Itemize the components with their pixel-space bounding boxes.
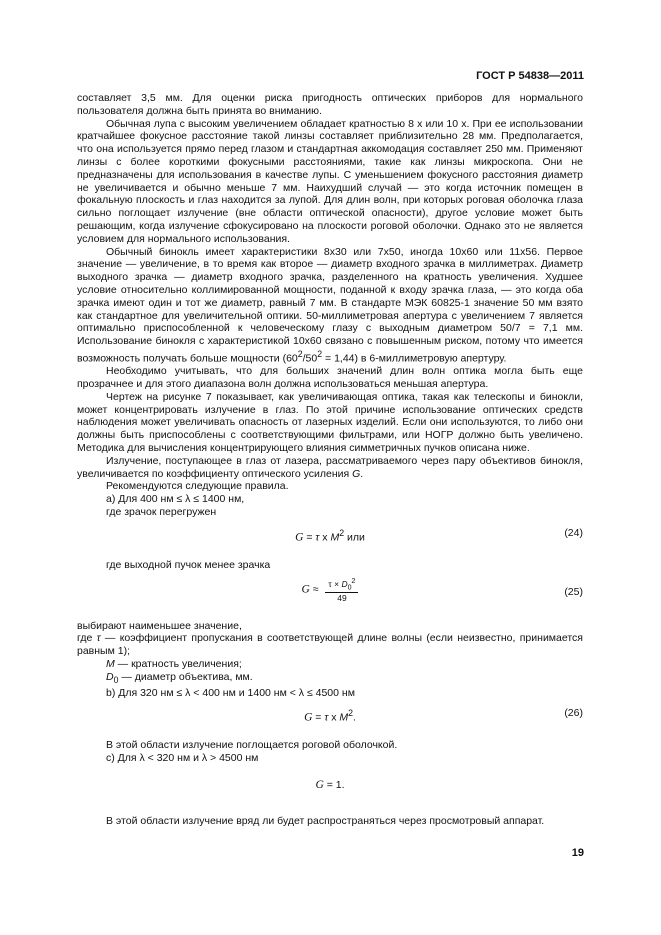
document-code-header: ГОСТ Р 54838—2011 <box>476 70 584 82</box>
tau-definition: где τ — коэффициент пропускания в соответствующей длине волны (если неизвестно, принимается равным 1); <box>77 632 583 658</box>
case-c: с) Для λ < 320 нм и λ > 4500 нм <box>106 752 259 765</box>
paragraph: составляет 3,5 мм. Для оценки риска пригодность оптических приборов для нормального пользователя должна быть принята во вниманию. <box>77 92 583 117</box>
paragraph: Необходимо учитывать, что для больших значений длин волн оптика могла быть еще прозрачнее и для этого диапазона волн должна использоваться меньшая апертура. <box>77 365 583 391</box>
equation-number: (26) <box>564 707 583 720</box>
after-eq25: выбирают наименьшее значение, <box>77 619 242 632</box>
equation-24: G = τ x $M^2$ или (24) <box>295 526 583 544</box>
paragraph: Обычная лупа с высоким увеличением обладает кратностью 8 x или 10 x. При ее использовании кратчайшее фокусное расстояние такой линзы составляет приблизительно 28 мм. Предполагается, что она используется прямо перед глазом и стандартная аккомодация составляет 250 мм. Применяют линзы с более короткими фокусными расстояниями, такие как линзы микроскопа. Они не предназначены для использования в качестве лупы. С уменьшением фокусного расстояния диаметр не увеличивается и обычно меньше 7 мм. Наихудший случай — это когда источник помещен в фокальную плоскость и глаз находится за лупой. Для длин волн, при которых роговая оболочка глаза сильно поглощает излучение (вне области оптической опасности), другое условие может быть решающим, когда излучение сфокусировано на плоскости роговой оболочки. Однако это не является условием для нормального использования. <box>77 117 583 245</box>
rules-intro: Рекомендуются следующие правила. <box>106 480 289 493</box>
case-b-note: В этой области излучение поглощается роговой оболочкой. <box>106 739 398 752</box>
page-number: 19 <box>571 847 584 859</box>
case-b: b) Для 320 нм ≤ λ < 400 нм и 1400 нм < λ ≤ 4500 нм <box>106 686 355 699</box>
equation-27: G = 1. <box>315 779 345 792</box>
case-a: а) Для 400 нм ≤ λ ≤ 1400 нм, <box>106 493 245 506</box>
paragraph-gain: Излучение, поступающее в глаз от лазера, рассматриваемого через пару объективов бинокля, увеличивается по коэффициенту оптического усиления G. <box>77 454 583 480</box>
equation-26: G = τ x $M^2$. (26) <box>304 707 583 724</box>
case-c-note: В этой области излучение вряд ли будет распространяться через просмотровый аппарат. <box>106 815 545 828</box>
fraction: $\frac{\tau \times D_0^2}{49}$ <box>325 576 358 604</box>
d-definition: $D_0$ — диаметр объектива, мм. <box>106 670 253 685</box>
equation-number: (25) <box>564 585 583 598</box>
paragraph: Чертеж на рисунке 7 показывает, как увеличивающая оптика, такая как телескопы и бинокли, может концентрировать излучение в глаз. По этой причине использование оптических средств наблюдения может увеличивать опасность от лазерных изделий. Если они используются, то либо они должны быть приспособлены с соответствующими фильтрами, или НОГР должно быть увеличено. Методика для вычисления концентрирующего влияния симметричных пучков описана ниже. <box>77 390 583 455</box>
body-text <box>77 92 583 828</box>
equation-25: G ≈ $\frac{\tau \times D_0^2}{49}$ (25) <box>301 576 583 604</box>
equation-number: (24) <box>564 526 583 539</box>
paragraph-binocular: Обычный бинокль имеет характеристики 8x30 или 7x50, иногда 10x60 или 11x56. Первое значение — увеличение, в то время как второе — диаметр входного зрачка в миллиметрах. Диаметр выходного зрачка — диаметр входного зрачка, разделенного на кратность увеличения. Худшее условие относительно коллимированной мощности, поданной к входу зрачка глаза, — это когда оба зрачка имеют один и тот же диаметр, равный 7 мм. В стандарте МЭК 60825-1 значение 50 мм взято как стандартное для увеличительной оптики. 50-миллиметровая апертура с увеличением 7 является оптимально приспособленной к человеческому глазу с выходным диаметром 50/7 = 7,1 мм. Использование бинокля с характеристикой 10x60 связано с повышенным риском, потому что имеется возможность получать больше мощности $(60^2/50^2 = 1,44)$ в 6-миллиметровую апертуру. <box>77 245 583 365</box>
case-a-note: где зрачок перегружен <box>106 506 217 518</box>
eq25-intro: где выходной пучок менее зрачка <box>106 558 271 571</box>
m-definition: M — кратность увеличения; <box>106 657 242 670</box>
